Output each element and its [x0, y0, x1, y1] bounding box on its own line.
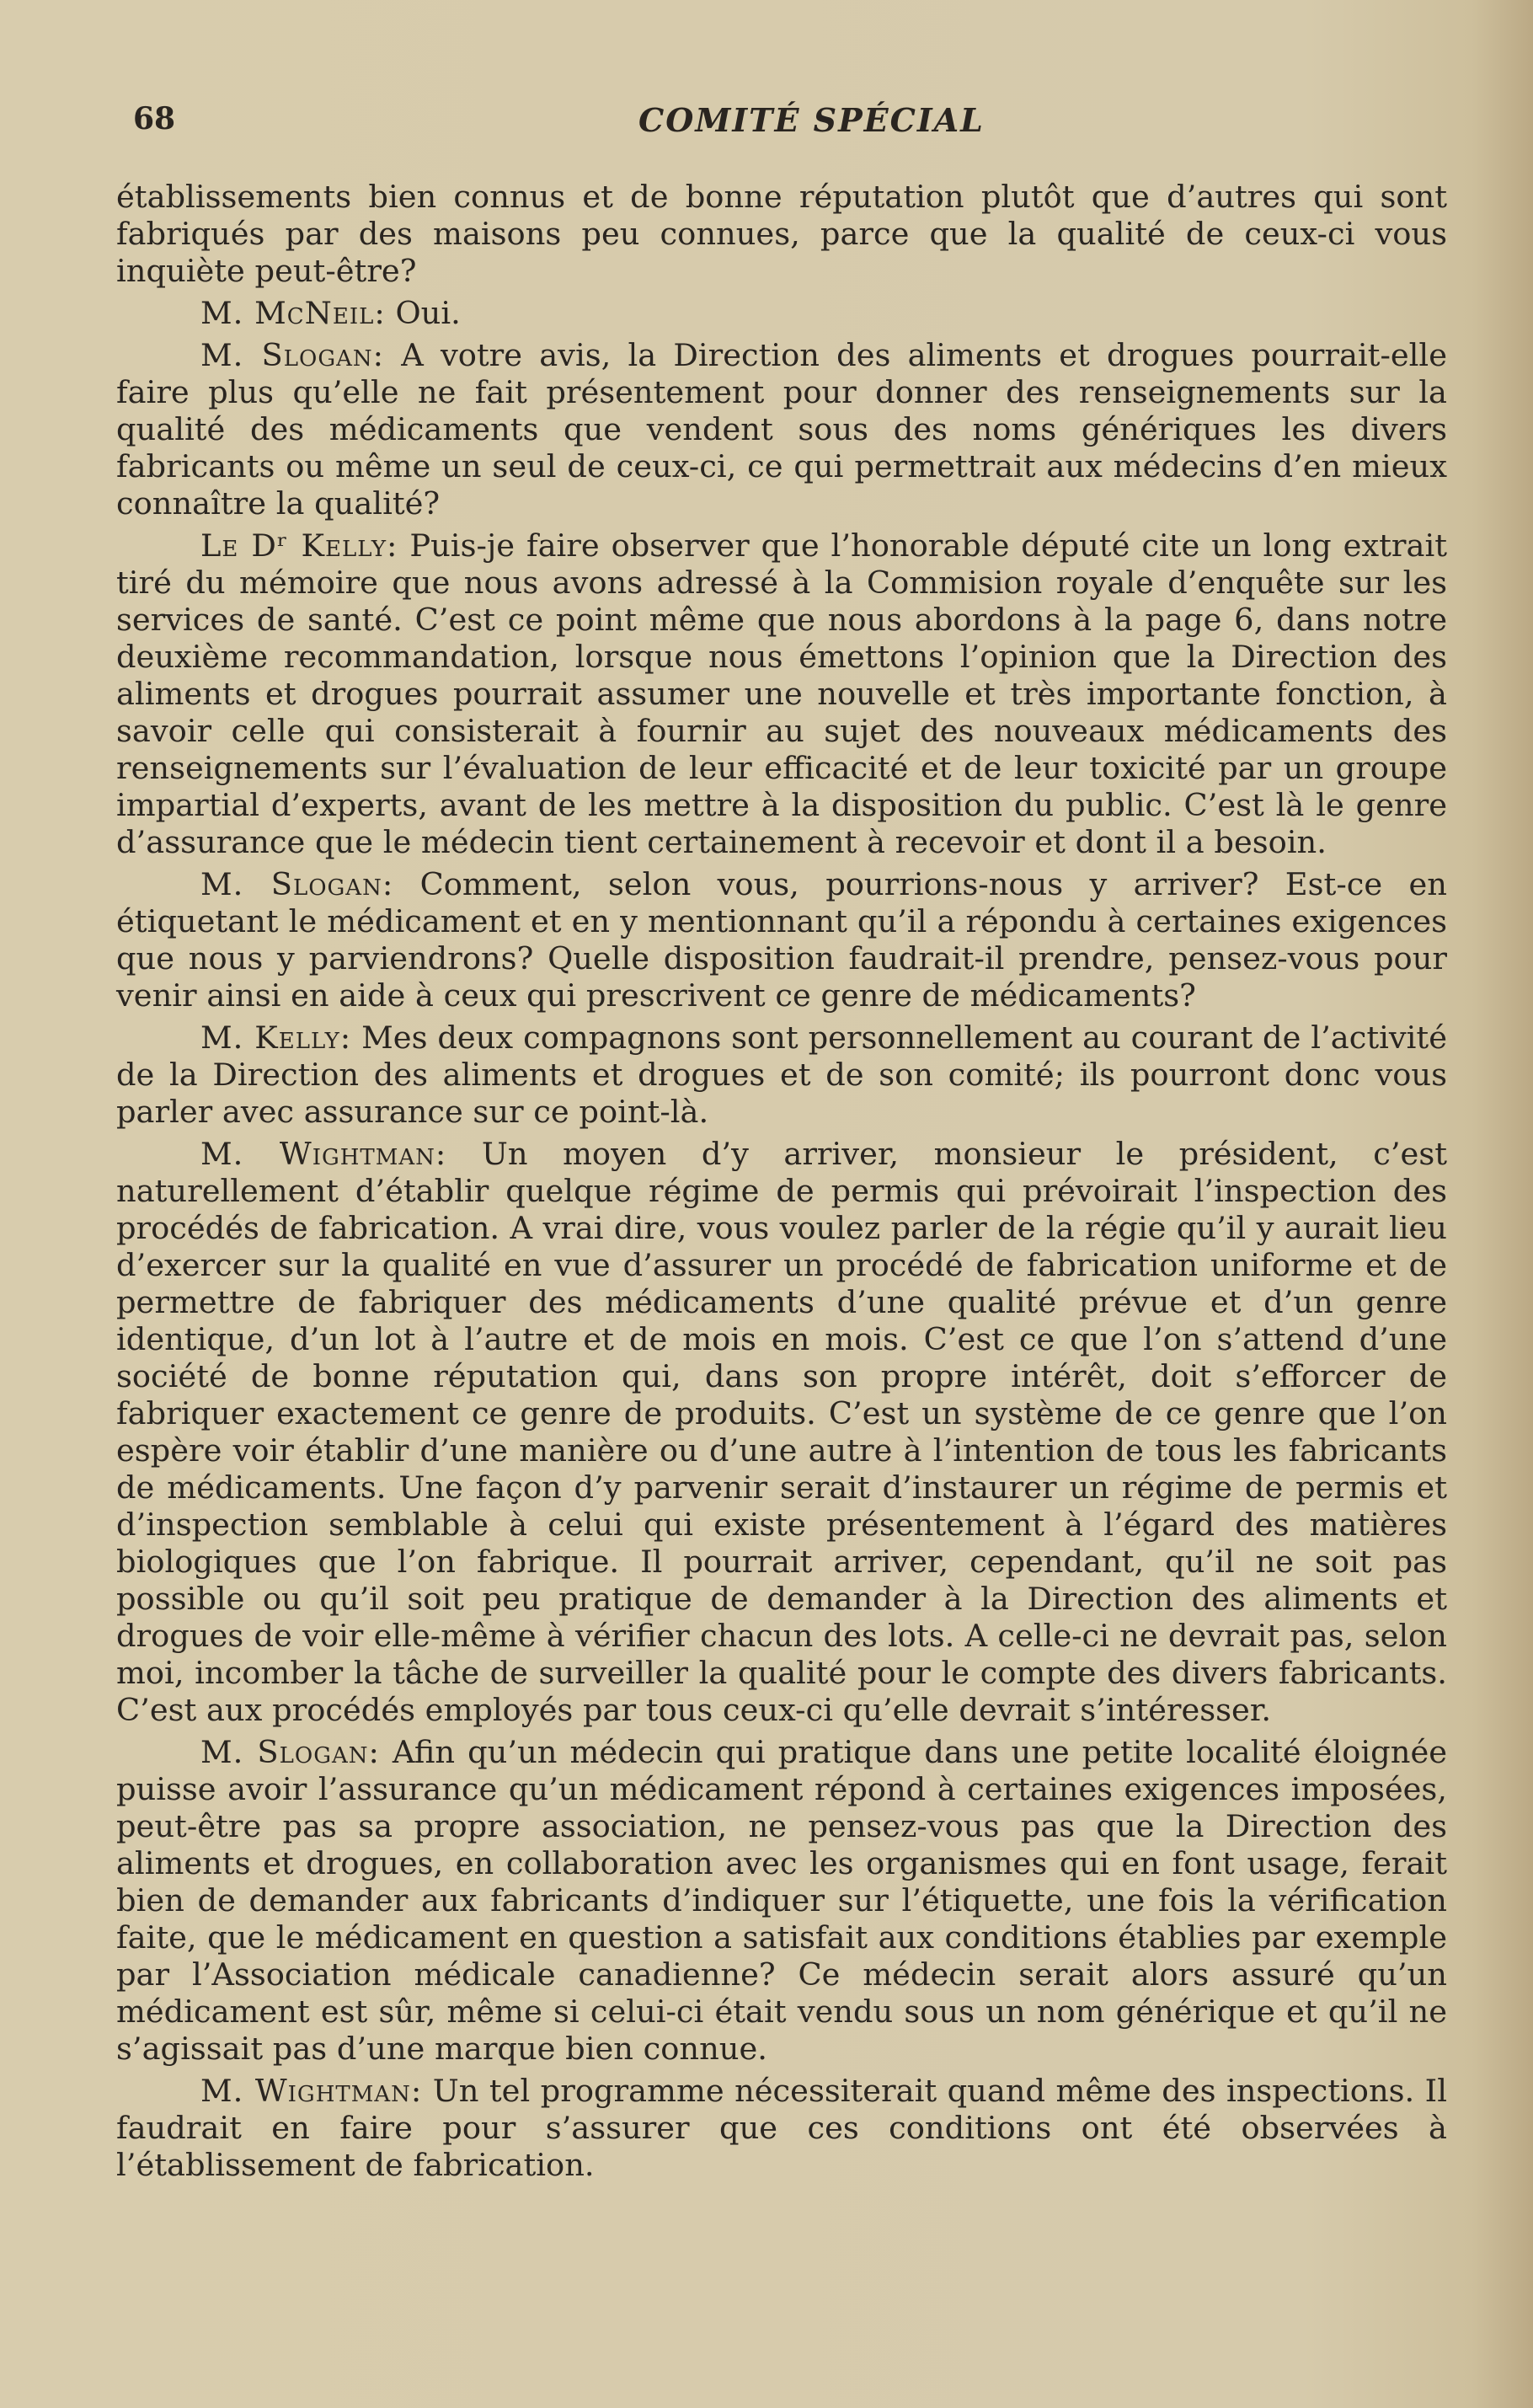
- paragraph-text: Afin qu’un médecin qui pratique dans une petite localité éloignée puisse avoir l’assurance qu’un médicament répond à certaines exigences imposées, peut-être pas sa propre association, ne pensez-vous pas que la Direction des aliments et drogues, en collaboration avec les organismes qui en font usage, ferait bien de demander aux fabricants d’indiquer sur l’étiquette, une fois la vérification faite, que le médicament en question a satisfait aux conditions établies par exemple par l’Association médicale canadienne? Ce médecin serait alors assuré qu’un médicament est sûr, même si celui-ci était vendu sous un nom générique et qu’il ne s’agissait pas d’une marque bien connue.: [116, 1734, 1447, 2067]
- paragraph: [116, 1019, 1447, 1131]
- paragraph: [116, 1136, 1447, 1729]
- speaker-name: M. Slogan:: [200, 866, 394, 902]
- paragraph-text: Comment, selon vous, pourrions-nous y arriver? Est-ce en étiquetant le médicament et en y mentionnant qu’il a répondu à certaines exigences que nous y parviendrons? Quelle disposition faudrait-il prendre, pensez-vous pour venir ainsi en aide à ceux qui prescrivent ce genre de médicaments?: [116, 866, 1447, 1014]
- paragraph-text: A votre avis, la Direction des aliments et drogues pourrait-elle faire plus qu’elle ne fait présentement pour donner des renseignements sur la qualité des médicaments que vendent sous des noms génériques les divers fabricants ou même un seul de ceux-ci, ce qui permettrait aux médecins d’en mieux connaître la qualité?: [116, 337, 1447, 522]
- paragraph: [116, 295, 1447, 332]
- speaker-name: Le Dʳ Kelly:: [200, 527, 398, 564]
- paragraph: [116, 866, 1447, 1014]
- paragraph-text: Mes deux compagnons sont personnellement au courant de l’activité de la Direction des aliments et drogues et de son comité; ils pourront donc vous parler avec assurance sur ce point-là.: [116, 1019, 1447, 1130]
- speaker-name: M. Wightman:: [200, 1136, 447, 1172]
- paragraph-text: Un tel programme nécessiterait quand même des inspections. Il faudrait en faire pour s’assurer que ces conditions ont été observées à l’établissement de fabrication.: [116, 2073, 1447, 2183]
- speaker-name: M. Wightman:: [200, 2073, 423, 2109]
- paragraph: [116, 1734, 1447, 2068]
- speaker-name: M. Slogan:: [200, 1734, 380, 1770]
- paragraph-text: Un moyen d’y arriver, monsieur le président, c’est naturellement d’établir quelque régime de permis qui prévoirait l’inspection des procédés de fabrication. A vrai dire, vous voulez parler de la régie qu’il y aurait lieu d’exercer sur la qualité en vue d’assurer un procédé de fabrication uniforme et de permettre de fabriquer des médicaments d’une qualité prévue et d’un genre identique, d’un lot à l’autre et de mois en mois. C’est ce que l’on s’attend d’une société de bonne réputation qui, dans son propre intérêt, doit s’efforcer de fabriquer exactement ce genre de produits. C’est un système de ce genre que l’on espère voir établir d’une manière ou d’une autre à l’intention de tous les fabricants de médicaments. Une façon d’y parvenir serait d’instaurer un régime de permis et d’inspection semblable à celui qui existe présentement à l’égard des matières biologiques que l’on fabrique. Il pourrait arriver, cependant, qu’il ne soit pas possible ou qu’il soit peu pratique de demander à la Direction des aliments et drogues de voir elle-même à vérifier chacun des lots. A celle-ci ne devrait pas, selon moi, incomber la tâche de surveiller la qualité pour le compte des divers fabricants. C’est aux procédés employés par tous ceux-ci qu’elle devrait s’intéresser.: [116, 1136, 1447, 1728]
- paragraph: [116, 337, 1447, 522]
- paragraph-text: Puis-je faire observer que l’honorable député cite un long extrait tiré du mémoire que nous avons adressé à la Commision royale d’enquête sur les services de santé. C’est ce point même que nous abordons à la page 6, dans notre deuxième recommandation, lorsque nous émettons l’opinion que la Direction des aliments et drogues pourrait assumer une nouvelle et très importante fonction, à savoir celle qui consisterait à fournir au sujet des nouveaux médicaments des renseignements sur l’évaluation de leur efficacité et de leur toxicité par un groupe impartial d’experts, avant de les mettre à la disposition du public. C’est là le genre d’assurance que le médecin tient certainement à recevoir et dont il a besoin.: [116, 527, 1447, 860]
- paragraph: [116, 2073, 1447, 2184]
- speaker-name: M. Kelly:: [200, 1019, 352, 1056]
- body-text: [116, 179, 1447, 2189]
- page-number: 68: [133, 101, 176, 136]
- paragraph-text: Oui.: [385, 295, 461, 331]
- paragraph: [116, 179, 1447, 290]
- page-header: [133, 101, 1447, 152]
- speaker-name: M. McNeil:: [200, 295, 386, 331]
- running-head: COMITÉ SPÉCIAL: [638, 101, 985, 139]
- speaker-name: M. Slogan:: [200, 337, 385, 373]
- paragraph-text: établissements bien connus et de bonne réputation plutôt que d’autres qui sont fabriqués par des maisons peu connues, parce que la qualité de ceux-ci vous inquiète peut-être?: [116, 179, 1447, 289]
- paragraph: [116, 527, 1447, 861]
